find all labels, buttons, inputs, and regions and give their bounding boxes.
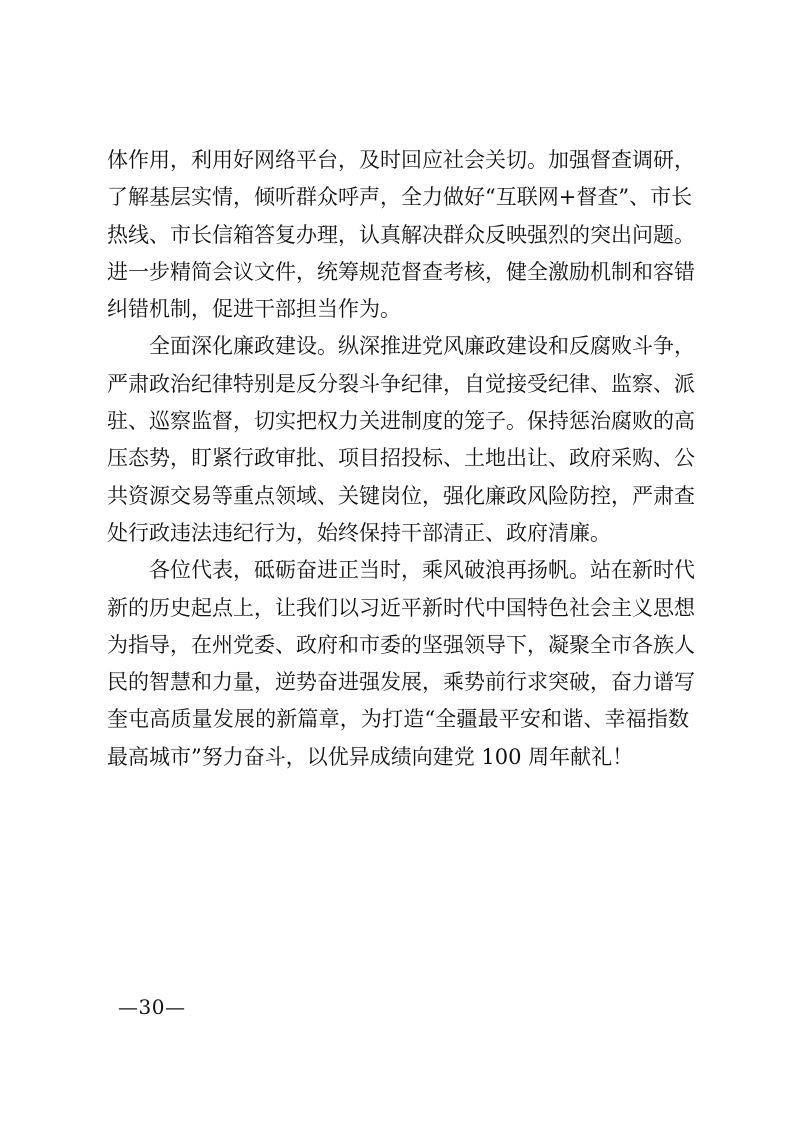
text-line: 驻、巡察监督，切实把权力关进制度的笼子。保持惩治腐败的高: [107, 409, 695, 434]
text-line: 了解基层实情，倾听群众呼声，全力做好“互联网+督查”、市长: [107, 185, 693, 210]
paragraph-start-line: 各位代表，砥砺奋进正当时，乘风破浪再扬帆。站在新时代: [107, 558, 695, 583]
paragraph-end-line: 处行政违法违纪行为，始终保持干部清正、政府清廉。: [107, 520, 611, 545]
text-line: 严肃政治纪律特别是反分裂斗争纪律，自觉接受纪律、监察、派: [107, 371, 695, 396]
text-line: 新的历史起点上，让我们以习近平新时代中国特色社会主义思想: [107, 595, 695, 620]
paragraph-end-line: 纠错机制，促进干部担当作为。: [107, 297, 401, 322]
text-line: 体作用，利用好网络平台，及时回应社会关切。加强督查调研，: [107, 148, 695, 172]
page-number: —30—: [118, 995, 186, 1019]
text-line: 民的智慧和力量，逆势奋进强发展，乘势前行求突破，奋力谱写: [107, 670, 695, 695]
body-text: [107, 142, 695, 776]
text-line: 压态势，盯紧行政审批、项目招投标、土地出让、政府采购、公: [107, 446, 695, 471]
text-line: 为指导，在州党委、政府和市委的坚强领导下，凝聚全市各族人: [107, 632, 695, 657]
text-line: 热线、市长信箱答复办理，认真解决群众反映强烈的突出问题。: [107, 222, 695, 247]
text-line: 进一步精简会议文件，统筹规范督查考核，健全激励机制和容错: [107, 259, 695, 284]
text-line: 奎屯高质量发展的新篇章，为打造“全疆最平安和谐、幸福指数: [107, 707, 689, 732]
paragraph-start-line: 全面深化廉政建设。纵深推进党风廉政建设和反腐败斗争，: [107, 334, 695, 359]
paragraph-end-line: 最高城市”努力奋斗，以优异成绩向建党 100 周年献礼！: [107, 744, 634, 769]
text-line: 共资源交易等重点领域、关键岗位，强化廉政风险防控，严肃查: [107, 483, 695, 508]
